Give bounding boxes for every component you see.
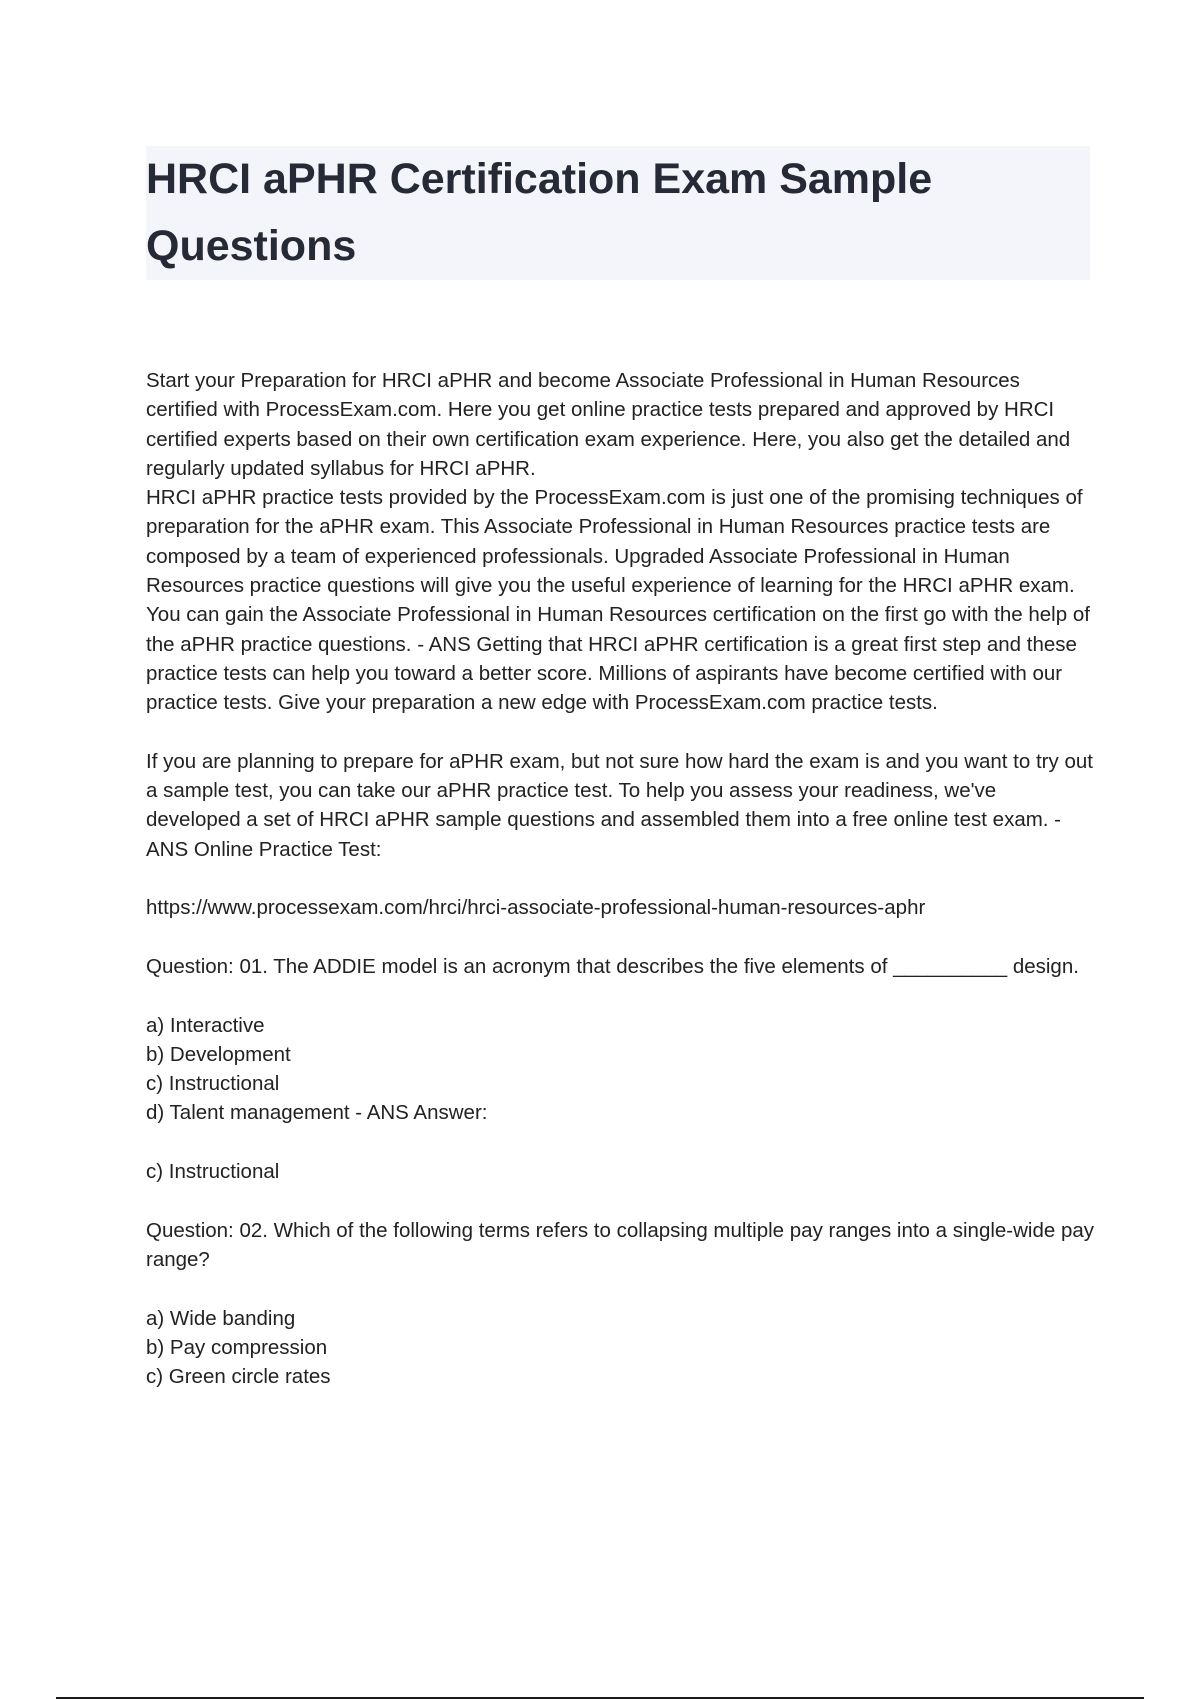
question-2-option-c: c) Green circle rates — [146, 1365, 331, 1389]
question-2-text: Question: 02. Which of the following terms refers to collapsing multiple pay ranges into a single-wide pay range? — [146, 1218, 1095, 1271]
question-1-answer: c) Instructional — [146, 1160, 280, 1184]
question-2-option-a: a) Wide banding — [146, 1306, 296, 1330]
question-1-option-c: c) Instructional — [146, 1072, 280, 1096]
page-title: HRCI aPHR Certification Exam Sample Questions — [146, 155, 933, 270]
question-2-option-b: b) Pay compression — [146, 1335, 328, 1359]
question-1-text: Question: 01. The ADDIE model is an acronym that describes the five elements of __________ design. — [146, 954, 1079, 978]
practice-url: https://www.processexam.com/hrci/hrci-associate-professional-human-resources-aphr — [146, 896, 926, 920]
question-1-option-a: a) Interactive — [146, 1013, 265, 1037]
document-body — [146, 366, 1096, 1391]
intro-paragraph-2: If you are planning to prepare for aPHR exam, but not sure how hard the exam is and you want to try out a sample test, you can take our aPHR practice test. To help you assess your readiness, we've developed a set of HRCI aPHR sample questions and assembled them into a free online test exam. - ANS Online Practice Test: — [146, 749, 1093, 861]
intro-paragraph-1: Start your Preparation for HRCI aPHR and become Associate Professional in Human Resources certified with ProcessExam.com. Here you get online practice tests prepared and approved by HRCI certified experts based on their own certification exam experience. Here, you also get the detailed and regularly updated syllabus for HRCI aPHR. HRCI aPHR practice tests provided by the ProcessExam.com is just one of the promising techniques of preparation for the aPHR exam. This Associate Professional in Human Resources practice tests are composed by a team of experienced professionals. Upgraded Associate Professional in Human Resources practice questions will give you the useful experience of learning for the HRCI aPHR exam. You can gain the Associate Professional in Human Resources certification on the first go with the help of the aPHR practice questions. - ANS Getting that HRCI aPHR certification is a great first step and these practice tests can help you toward a better score. Millions of aspirants have become certified with our practice tests. Give your preparation a new edge with ProcessExam.com practice tests. — [146, 369, 1090, 715]
footer-divider — [56, 1697, 1144, 1699]
question-1-option-d: d) Talent management - ANS Answer: — [146, 1101, 488, 1125]
question-1-option-b: b) Development — [146, 1042, 291, 1066]
title-banner — [146, 146, 1090, 280]
